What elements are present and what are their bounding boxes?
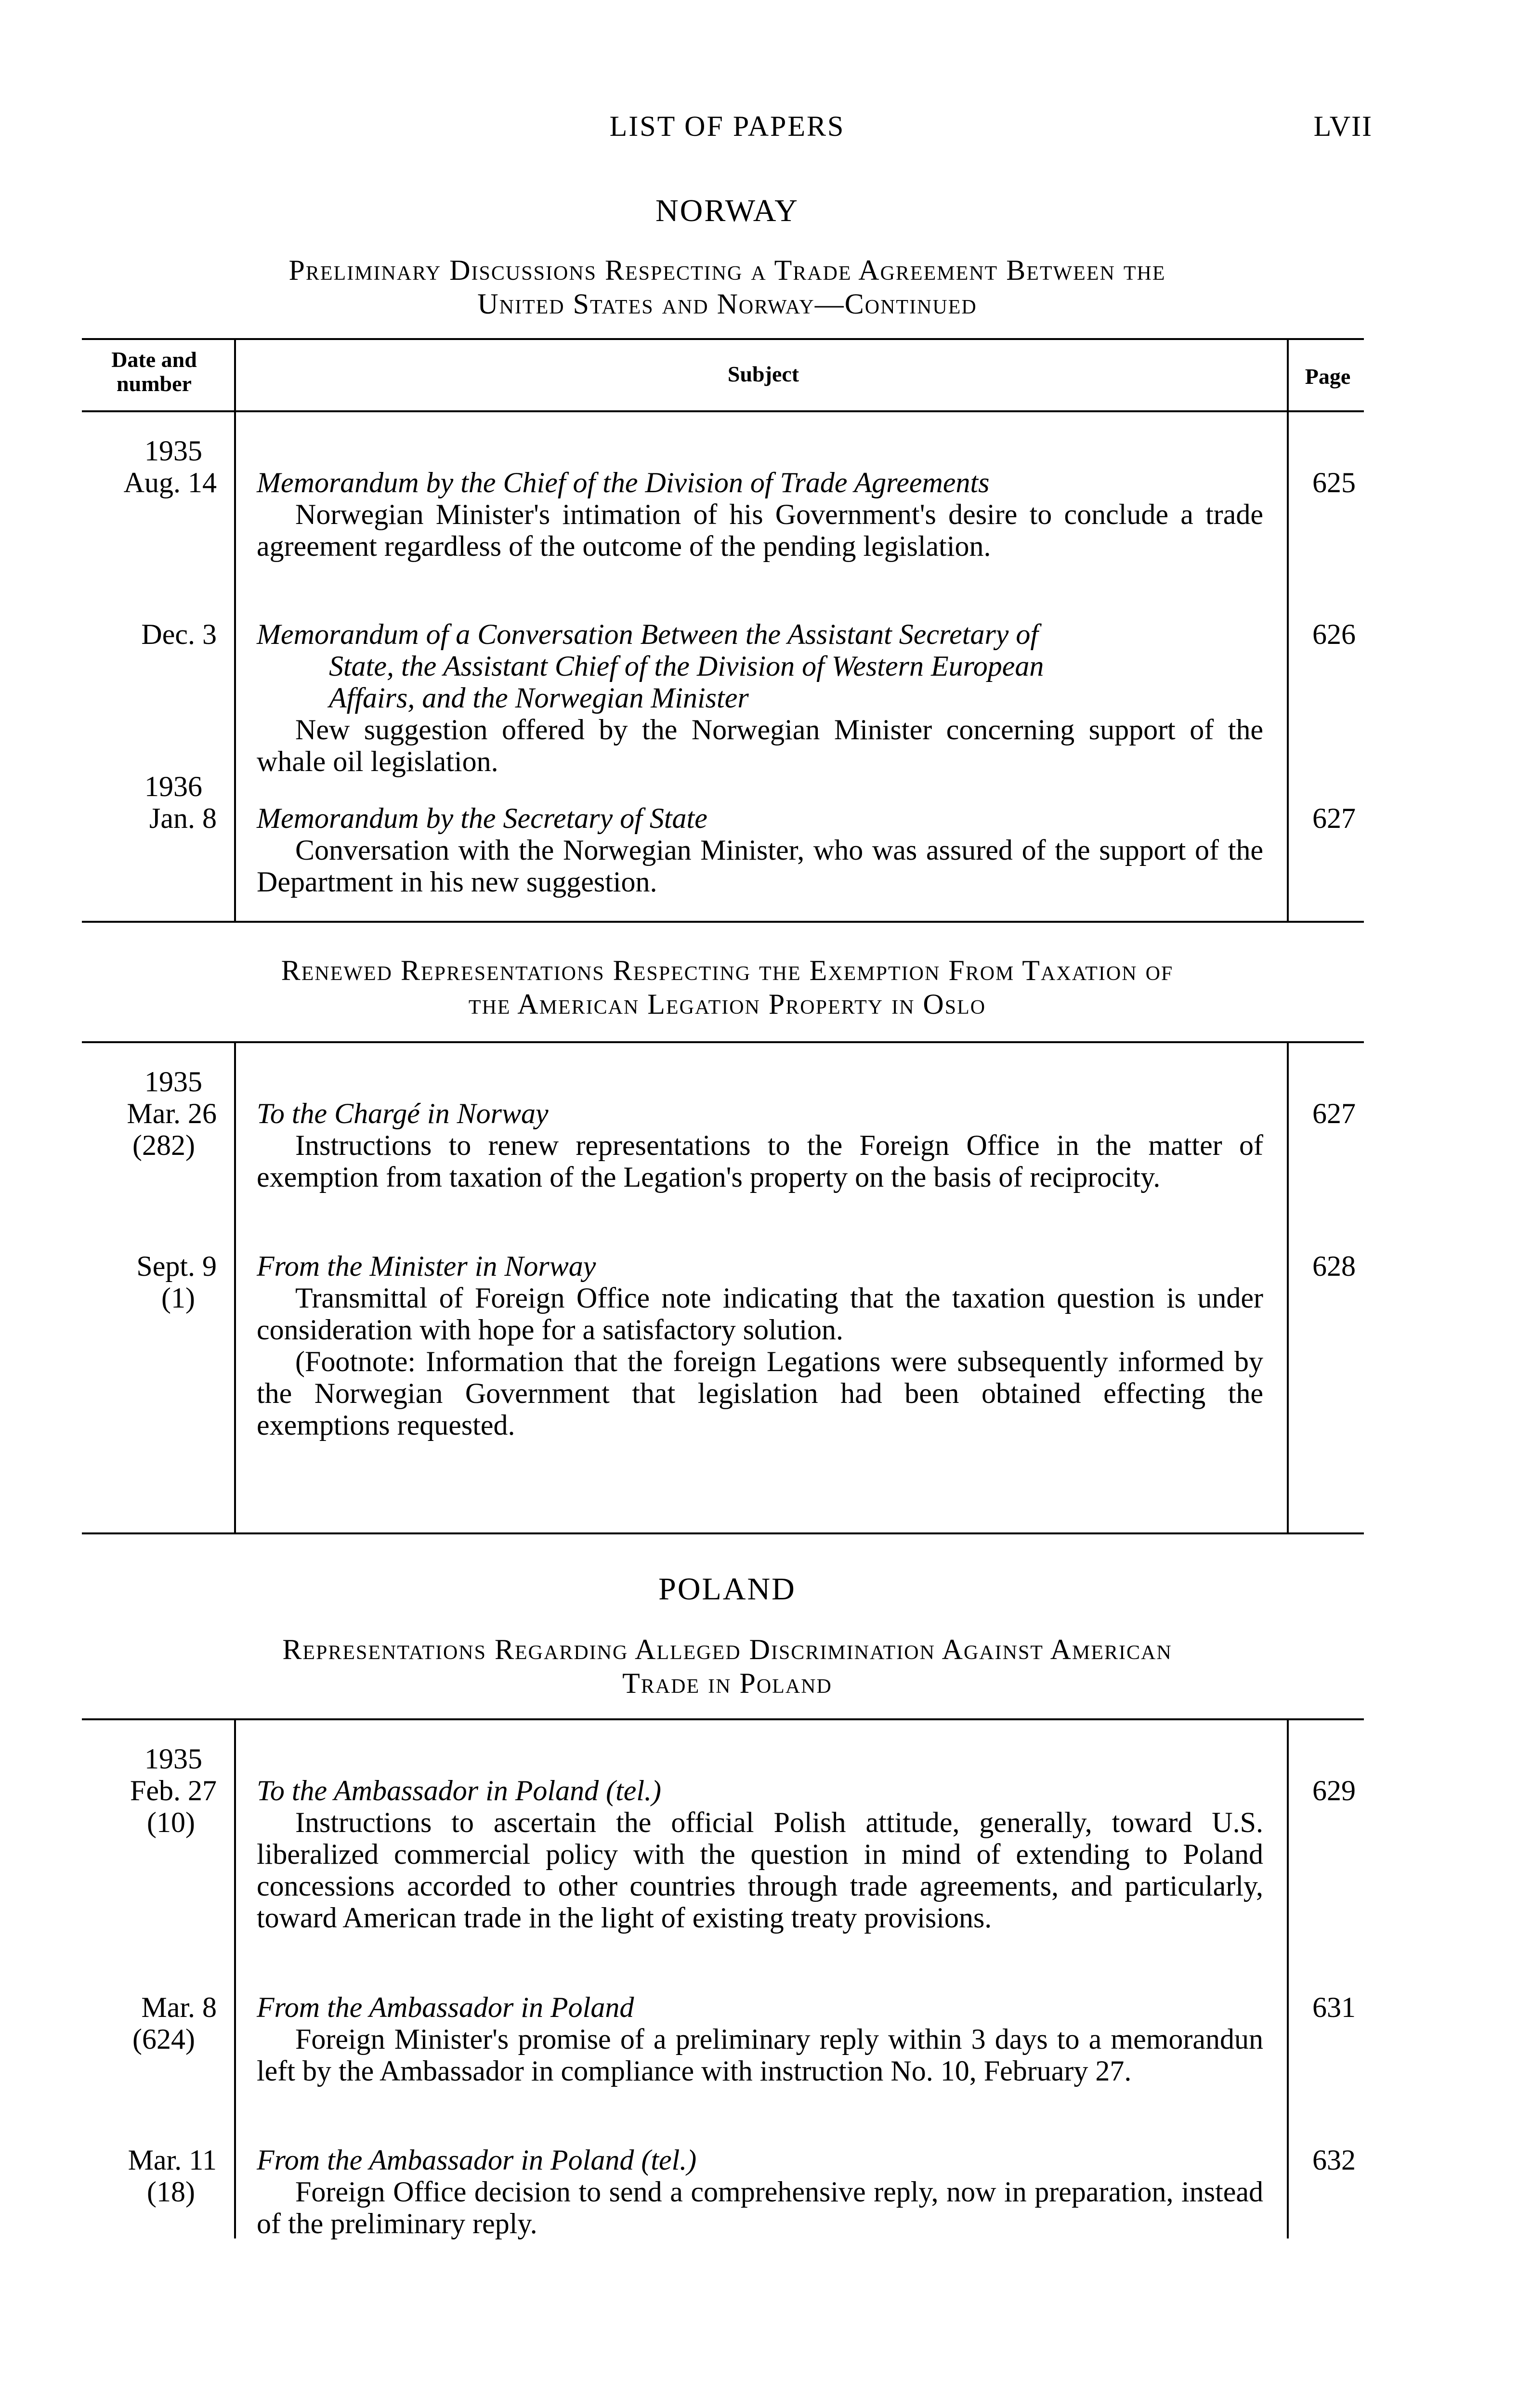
entry-date-day: Mar. 26	[127, 1098, 217, 1129]
section-heading-line: United States and Norway—Continued	[477, 288, 977, 320]
entry-title: From the Ambassador in Poland	[257, 1991, 634, 2023]
column-divider	[234, 1718, 236, 2238]
section-heading-legation-taxation	[82, 954, 1373, 1021]
entry-title: Memorandum by the Secretary of State	[257, 802, 707, 834]
country-heading-poland: POLAND	[658, 1571, 796, 1607]
entry-number: (1)	[161, 1282, 195, 1314]
entry-subject	[257, 802, 1263, 898]
section-heading-line: Trade in Poland	[622, 1667, 832, 1699]
entry-summary: Conversation with the Norwegian Minister, who was assured of the support of the Department in his new suggestion.	[257, 834, 1263, 898]
entry-date-day: Dec. 3	[141, 618, 217, 650]
entry-summary: Foreign Office decision to send a comprehensive reply, now in preparation, instead of the preliminary reply.	[257, 2176, 1263, 2239]
entry-number: (282)	[132, 1129, 195, 1161]
entry-page: 629	[1312, 1775, 1356, 1806]
entry-subject	[257, 467, 1263, 562]
entry-page: 626	[1312, 618, 1356, 650]
entry-date-day: Mar. 11	[128, 2144, 217, 2176]
table-bottom-rule	[82, 921, 1364, 923]
entry-title: From the Ambassador in Poland (tel.)	[257, 2144, 697, 2176]
entry-date	[72, 2144, 217, 2208]
column-divider	[234, 338, 236, 922]
entry-date	[72, 1991, 217, 2055]
column-divider	[1287, 338, 1289, 922]
column-header-date-line: number	[117, 371, 192, 396]
entry-subject	[257, 1098, 1263, 1193]
entry-title: To the Ambassador in Poland (tel.)	[257, 1775, 662, 1806]
column-header-page: Page	[1305, 364, 1351, 389]
entry-summary: Norwegian Minister's intimation of his Government's desire to conclude a trade agreement regardless of the outcome of the pending legislation.	[257, 498, 1263, 562]
entry-page: 625	[1312, 467, 1356, 498]
entry-summary: Foreign Minister's promise of a preliminary reply within 3 days to a memorandun left by the Ambassador in compliance with instruction No. 10, February 27.	[257, 2023, 1263, 2087]
table-top-rule	[82, 338, 1364, 340]
entry-year: 1935	[144, 1743, 202, 1775]
column-header-date	[82, 348, 226, 396]
entry-title: Memorandum of a Conversation Between the Assistant Secretary of	[257, 618, 1039, 650]
entry-number: (10)	[147, 1806, 195, 1838]
section-heading-line: Representations Regarding Alleged Discrimination Against American	[282, 1634, 1172, 1665]
entry-subject	[257, 618, 1263, 777]
entry-subject	[257, 2144, 1263, 2239]
table-top-rule	[82, 1041, 1364, 1043]
section-heading-line: the American Legation Property in Oslo	[468, 988, 986, 1020]
entry-title: To the Chargé in Norway	[257, 1098, 549, 1129]
entry-year: 1935	[144, 435, 202, 467]
section-heading-line: Renewed Representations Respecting the Exemption From Taxation of	[281, 955, 1174, 986]
table-bottom-rule	[82, 1532, 1364, 1534]
entry-date	[72, 435, 217, 498]
section-heading-discrimination	[82, 1633, 1373, 1700]
column-divider	[234, 1041, 236, 1532]
entry-page: 628	[1312, 1250, 1356, 1282]
entry-summary: Instructions to ascertain the official Polish attitude, generally, toward U.S. liberalized commercial policy with the question in mind of extending to Poland concessions accorded to other countries through trade agreements, and particularly, toward American trade in the light of existing treaty provisions.	[257, 1806, 1263, 1934]
entry-page: 627	[1312, 1098, 1356, 1129]
entry-date	[72, 1250, 217, 1314]
entry-title-continued: Affairs, and the Norwegian Minister	[329, 682, 749, 714]
column-header-subject: Subject	[727, 362, 799, 386]
country-heading-norway: NORWAY	[655, 193, 799, 228]
entry-year: 1936	[144, 771, 202, 802]
entry-date-day: Mar. 8	[141, 1991, 217, 2023]
entry-number: (18)	[147, 2176, 195, 2208]
column-header-date-line: Date and	[111, 347, 197, 372]
column-divider	[1287, 1718, 1289, 2238]
entry-number: (624)	[132, 2023, 195, 2055]
entry-subject	[257, 1250, 1263, 1441]
page-number: LVII	[1313, 110, 1373, 142]
entry-summary: New suggestion offered by the Norwegian Minister concerning support of the whale oil legislation.	[257, 714, 1263, 777]
running-title: LIST OF PAPERS	[609, 110, 845, 142]
entry-page: 631	[1312, 1991, 1356, 2023]
entry-subject	[257, 1991, 1263, 2087]
entry-date-day: Sept. 9	[136, 1250, 217, 1282]
entry-title: From the Minister in Norway	[257, 1250, 596, 1282]
entry-page: 632	[1312, 2144, 1356, 2176]
table-header-rule	[82, 410, 1364, 412]
entry-year: 1935	[144, 1066, 202, 1098]
entry-date	[72, 1743, 217, 1838]
entry-date-day: Aug. 14	[123, 467, 217, 498]
running-header	[82, 110, 1373, 144]
section-heading-line: Preliminary Discussions Respecting a Trade Agreement Between the	[288, 254, 1166, 286]
entry-date	[72, 771, 217, 834]
entry-title-continued: State, the Assistant Chief of the Division of Western European	[329, 650, 1044, 682]
entry-date-day: Jan. 8	[149, 802, 217, 834]
entry-date	[72, 618, 217, 650]
entry-page: 627	[1312, 802, 1356, 834]
entry-summary: Transmittal of Foreign Office note indicating that the taxation question is under consideration with hope for a satisfactory solution.	[257, 1282, 1263, 1346]
entry-footnote: (Footnote: Information that the foreign Legations were subsequently informed by the Norwegian Government that legislation had been obtained effecting the exemptions requested.	[257, 1346, 1263, 1441]
entry-title: Memorandum by the Chief of the Division of Trade Agreements	[257, 467, 990, 498]
section-heading-trade-agreement	[82, 253, 1373, 321]
entry-date-day: Feb. 27	[130, 1775, 217, 1806]
table-top-rule	[82, 1718, 1364, 1720]
entry-subject	[257, 1775, 1263, 1934]
column-divider	[1287, 1041, 1289, 1532]
entry-date	[72, 1066, 217, 1161]
entry-summary: Instructions to renew representations to the Foreign Office in the matter of exemption from taxation of the Legation's property on the basis of reciprocity.	[257, 1129, 1263, 1193]
